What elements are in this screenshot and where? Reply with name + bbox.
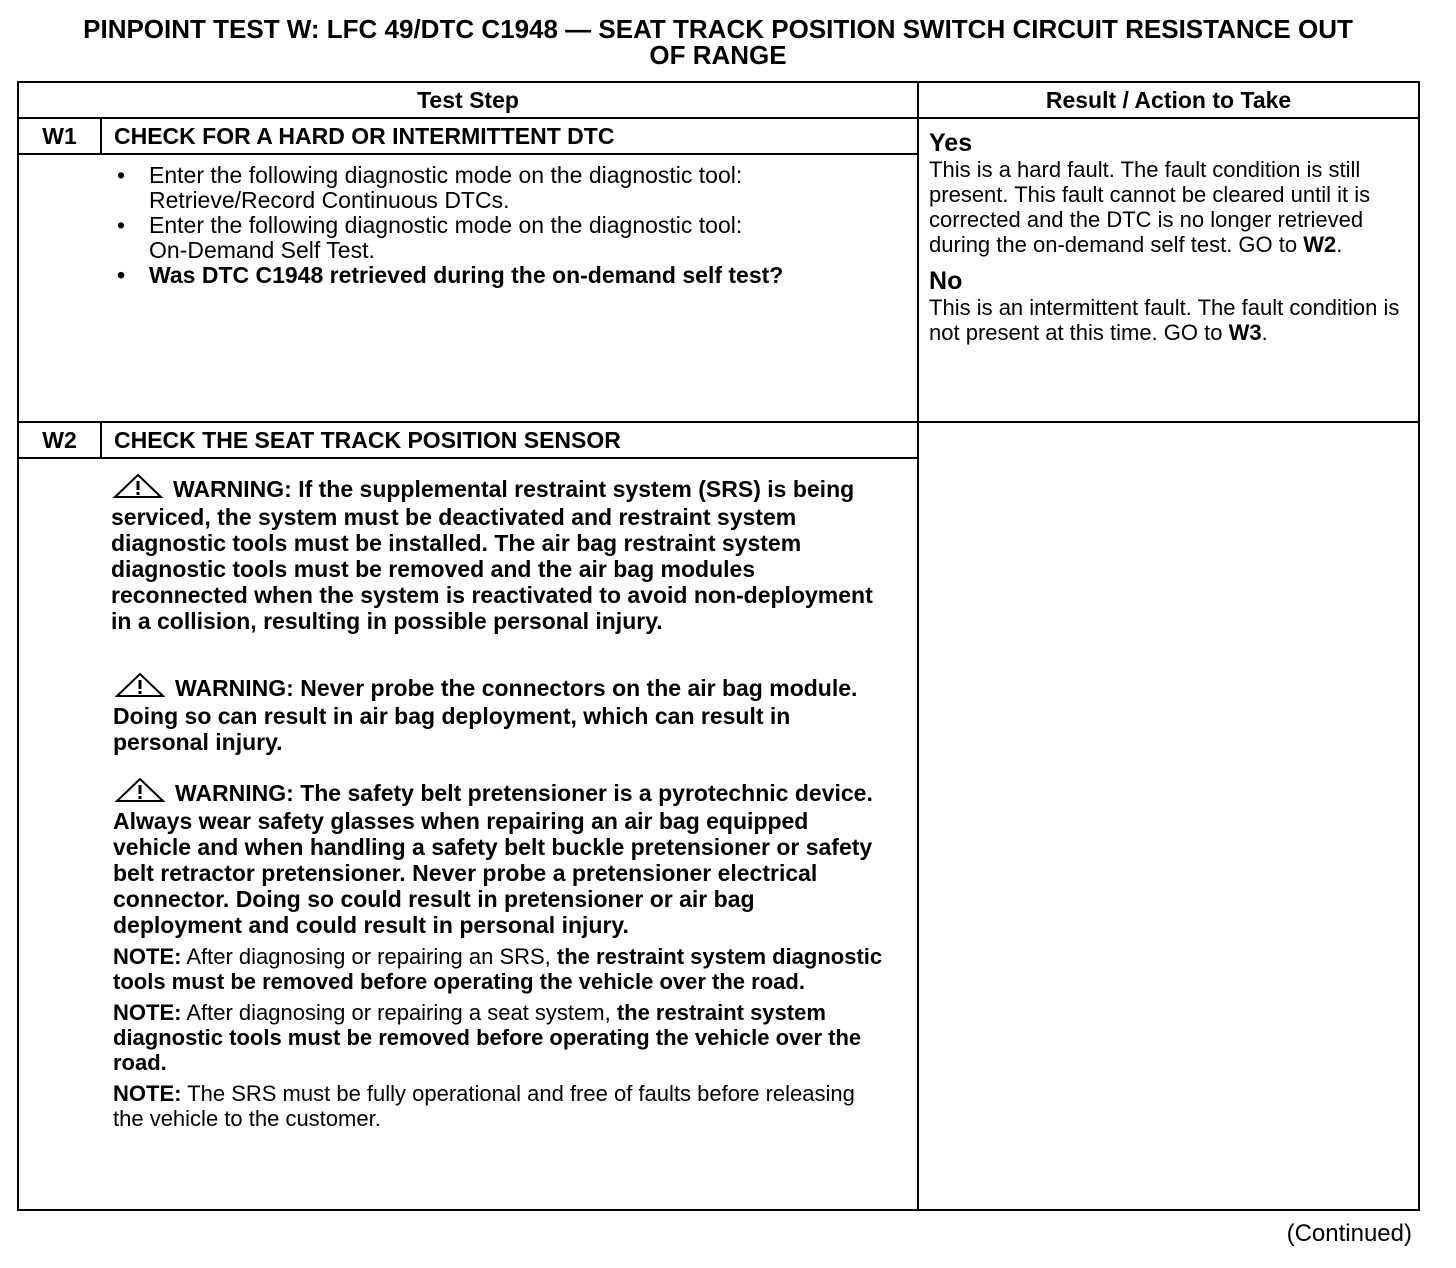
title-line-1: PINPOINT TEST W: LFC 49/DTC C1948 — SEAT TRACK POSITION SWITCH CIRCUIT RESISTANCE OUT bbox=[83, 14, 1353, 44]
warning-2: WARNING: Never probe the connectors on the air bag module. Doing so can result in air bag deployment, which can result in personal injury. bbox=[109, 672, 887, 755]
list-item: • Enter the following diagnostic mode on the diagnostic tool: Retrieve/Record Continuous DTCs. bbox=[117, 162, 743, 213]
w1-no-label: No bbox=[929, 267, 963, 295]
title-line-2: OF RANGE bbox=[649, 40, 787, 70]
warning-1: WARNING: If the supplemental restraint system (SRS) is being serviced, the system must be deactivated and restraint system diagnostic tools must be installed. The air bag restraint system diagnostic tools must be removed and the air bag modules reconnected when the system is reactivated to avoid non-deployment in a collision, resulting in possible personal injury. bbox=[109, 473, 887, 634]
w1-no-goto[interactable]: W3 bbox=[1228, 320, 1262, 345]
step-title-w1: CHECK FOR A HARD OR INTERMITTENT DTC bbox=[101, 118, 918, 154]
note-2: NOTE: After diagnosing or repairing a seat system, the restraint system diagnostic tools must be removed before operating the vehicle over the road. bbox=[113, 1000, 862, 1075]
note-1: NOTE: After diagnosing or repairing an SRS, the restraint system diagnostic tools must be removed before operating the vehicle over the road. bbox=[113, 944, 883, 994]
w2-body-cell bbox=[101, 458, 918, 1210]
page-title bbox=[16, 16, 1420, 68]
list-item: • Was DTC C1948 retrieved during the on-demand self test? bbox=[117, 262, 784, 288]
list-item: • Enter the following diagnostic mode on the diagnostic tool: On-Demand Self Test. bbox=[117, 212, 743, 263]
w1-title-row bbox=[18, 118, 1419, 154]
warning-triangle-icon bbox=[113, 672, 167, 703]
step-id-w1: W1 bbox=[18, 118, 101, 154]
pinpoint-test-table bbox=[17, 81, 1420, 1211]
header-result: Result / Action to Take bbox=[918, 82, 1419, 118]
w1-yes-goto[interactable]: W2 bbox=[1303, 232, 1337, 257]
header-test-step: Test Step bbox=[18, 82, 918, 118]
w1-result-cell bbox=[918, 118, 1419, 422]
w2-blank-cell bbox=[18, 458, 101, 1210]
warning-triangle-icon bbox=[111, 473, 165, 504]
table-header-row bbox=[18, 82, 1419, 118]
warning-triangle-icon bbox=[113, 777, 167, 808]
w2-result-cell bbox=[918, 422, 1419, 1210]
warning-3: WARNING: The safety belt pretensioner is a pyrotechnic device. Always wear safety glasses when repairing an air bag equipped vehicle and when handling a safety belt buckle pretensioner or safety belt retractor pretensioner. Never probe a pretensioner electrical connector. Doing so could result in pretensioner or air bag deployment and could result in personal injury. bbox=[109, 777, 887, 938]
w2-title-row bbox=[18, 422, 1419, 458]
w1-yes-label: Yes bbox=[929, 129, 973, 157]
w1-blank-cell bbox=[18, 154, 101, 422]
w1-yes-text: This is a hard fault. The fault condition is still present. This fault cannot be cleared until it is corrected and the DTC is no longer retrieved during the on-demand self test. GO to W2. bbox=[929, 157, 1371, 257]
w1-no-text: This is an intermittent fault. The fault condition is not present at this time. GO to W3. bbox=[929, 295, 1400, 345]
w1-step-list bbox=[101, 155, 917, 288]
step-title-w2: CHECK THE SEAT TRACK POSITION SENSOR bbox=[101, 422, 918, 458]
step-id-w2: W2 bbox=[18, 422, 101, 458]
continued-label: (Continued) bbox=[1286, 1220, 1412, 1247]
note-3: NOTE: The SRS must be fully operational and free of faults before releasing the vehicle to the customer. bbox=[113, 1081, 855, 1131]
w1-steps-cell bbox=[101, 154, 918, 422]
